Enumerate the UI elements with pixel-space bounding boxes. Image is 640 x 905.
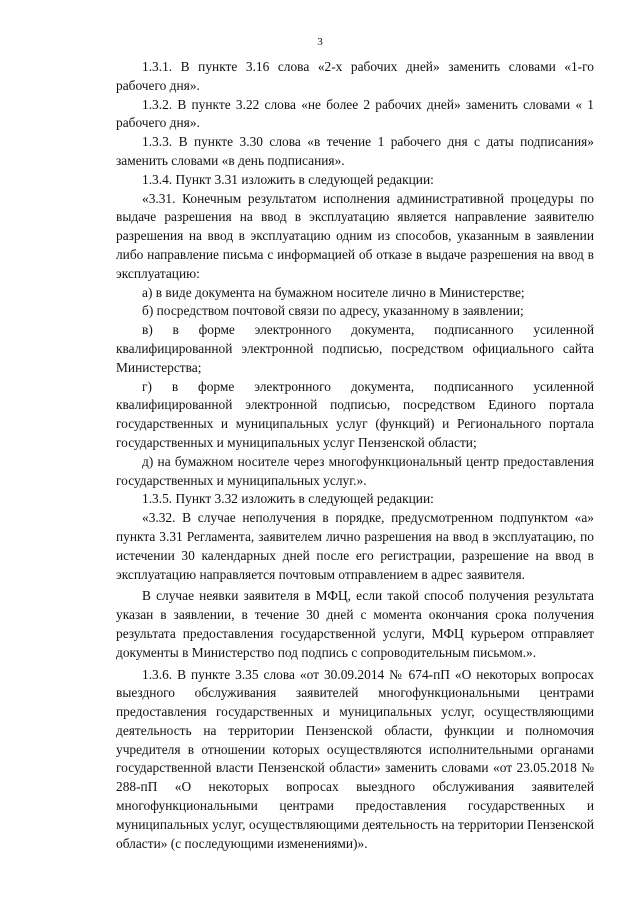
paragraph-1-3-5: 1.3.5. Пункт 3.32 изложить в следующей редакции: [142, 491, 434, 507]
list-item-b: б) посредством почтовой связи по адресу, указанному в заявлении; [142, 303, 524, 319]
list-item-d: д) на бумажном носителе через многофункциональный центр предоставления государственных и муниципальных услуг.». [116, 453, 594, 488]
page-number: 3 [317, 36, 323, 48]
paragraph-3-31: «3.31. Конечным результатом исполнения административной процедуры по выдаче разрешения на ввод в эксплуатацию является направление заявителю разрешения на ввод в эксплуатацию одним из способов, указанным в заявлении либо направление письма с информацией об отказе в выдаче разрешения на ввод в эксплуатацию: [116, 190, 594, 281]
list-item-v: в) в форме электронного документа, подписанного усиленной квалифицированной электронной подписью, посредством официального сайта Министерства; [116, 322, 594, 375]
paragraph-1-3-6: 1.3.6. В пункте 3.35 слова «от 30.09.2014 № 674-пП «О некоторых вопросах выездного обслуживания заявителей многофункциональными центрами предоставления государственных и муниципальных услуг, осуществляющими деятельность на территории Пензенской области, функции и полномочия учредителя в отношении которых осуществляются исполнительными органами государственной власти Пензенской области» заменить словами «от 23.05.2018 № 288-пП «О некоторых вопросах выездного обслуживания заявителей многофункциональными центрами предоставления государственных и муниципальных услуг, осуществляющими деятельность на территории Пензенской области» (с последующими изменениями)». [116, 666, 594, 851]
paragraph-3-32: «3.32. В случае неполучения в порядке, предусмотренном подпунктом «а» пункта 3.31 Регламента, заявителем лично разрешения на ввод в эксплуатацию, по истечении 30 календарных дней после его регистрации, разрешение на ввод в эксплуатацию направляется почтовым отправлением в адрес заявителя. [116, 510, 594, 582]
paragraph-1-3-3: 1.3.3. В пункте 3.30 слова «в течение 1 рабочего дня с даты подписания» заменить словами «в день подписания». [116, 134, 594, 168]
paragraph-1-3-4: 1.3.4. Пункт 3.31 изложить в следующей редакции: [142, 171, 434, 187]
paragraph-1-3-2: 1.3.2. В пункте 3.22 слова «не более 2 рабочих дней» заменить словами « 1 рабочего дня». [116, 96, 594, 131]
paragraph-mfc: В случае неявки заявителя в МФЦ, если такой способ получения результата указан в заявлении, в течение 30 дней с момента окончания срока получения результата предоставления государственной услуги, МФЦ курьером отправляет документы в Министерство под подпись с сопроводительным письмом.». [116, 588, 594, 660]
document-body [116, 58, 594, 853]
list-item-g: г) в форме электронного документа, подписанного усиленной квалифицированной электронной подписью, посредством Единого портала государственных и муниципальных услуг (функций) и Регионального портала государственных и муниципальных услуг Пензенской области; [116, 378, 594, 450]
paragraph-1-3-1: 1.3.1. В пункте 3.16 слова «2-х рабочих дней» заменить словами «1-го рабочего дня». [116, 59, 594, 93]
list-item-a: а) в виде документа на бумажном носителе лично в Министерстве; [142, 284, 525, 300]
